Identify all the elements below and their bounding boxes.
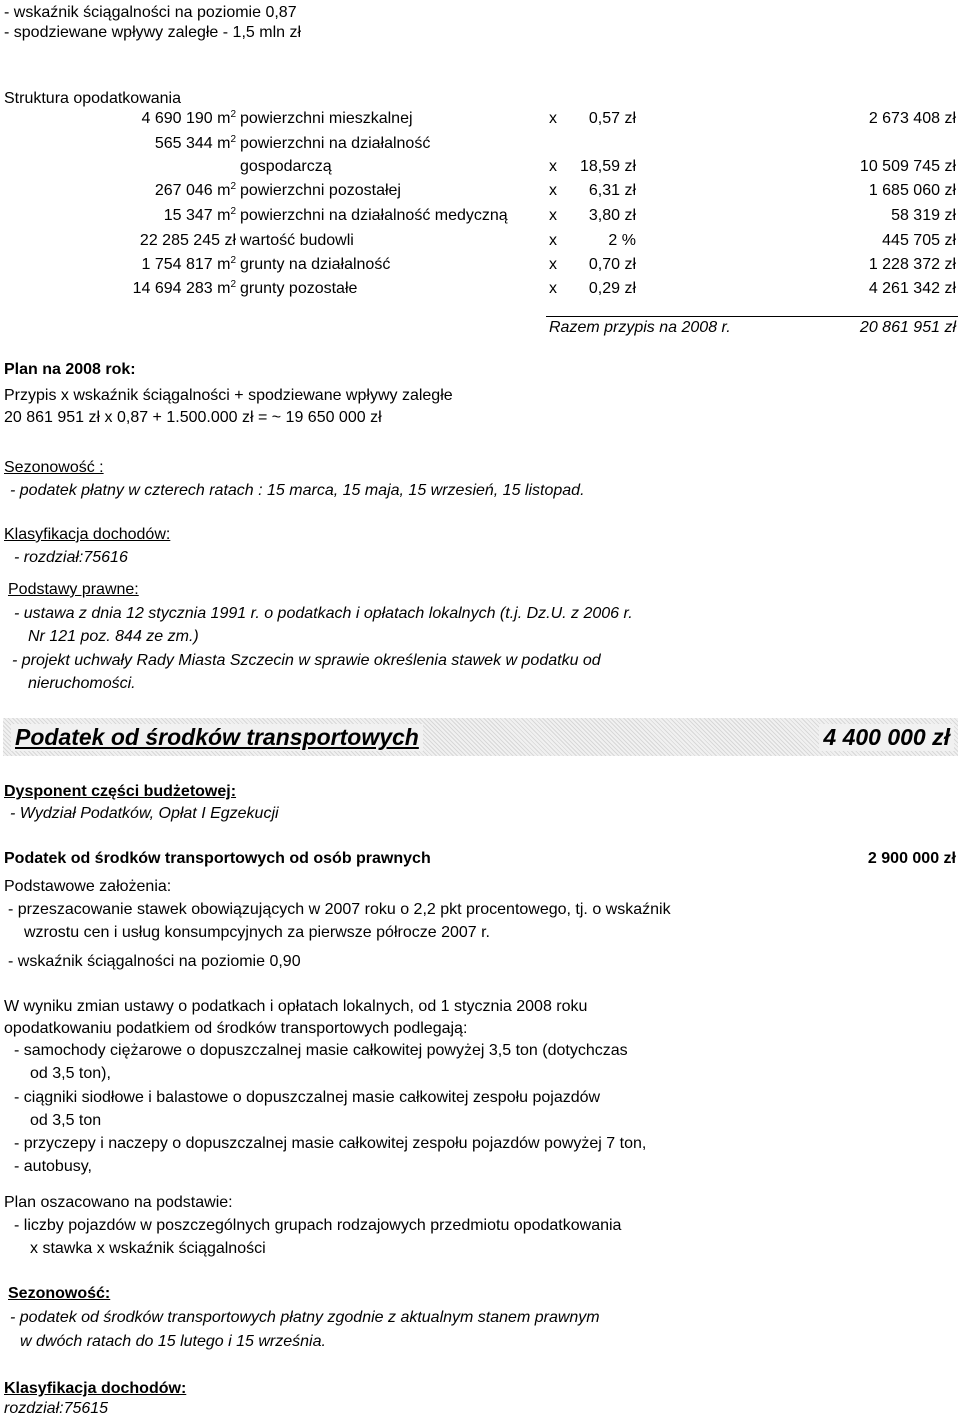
row-total: 4 261 342 zł — [868, 280, 956, 297]
row-quantity-value: 4 690 190 m — [141, 110, 231, 127]
banner-title: Podatek od środków transportowych — [11, 724, 423, 751]
row-quantity-superscript: 2 — [230, 134, 236, 145]
summary-rule — [546, 316, 958, 317]
row-description: powierzchni na działalność — [240, 135, 431, 152]
row-quantity-superscript: 2 — [230, 279, 236, 290]
row-quantity — [140, 232, 236, 250]
text-line: w dwóch ratach do 15 lutego i 15 września. — [20, 1333, 326, 1350]
text-line: - projekt uchwały Rady Miasta Szczecin w sprawie określenia stawek w podatku od — [12, 652, 601, 669]
text-line: - wskaźnik ściągalności na poziomie 0,87 — [4, 4, 297, 21]
row-quantity — [155, 135, 236, 153]
row-total: 445 705 zł — [882, 232, 956, 249]
section-banner — [3, 718, 958, 756]
row-description: grunty na działalność — [240, 256, 391, 273]
list-item: od 3,5 ton), — [30, 1065, 111, 1082]
summary-label: Razem przypis na 2008 r. — [549, 319, 731, 336]
text-line: - liczby pojazdów w poszczególnych grupach rodzajowych przedmiotu opodatkowania — [14, 1217, 622, 1234]
row-description: powierzchni pozostałej — [240, 182, 401, 199]
row-rate: 0,57 zł — [588, 110, 636, 127]
text-line: rozdział:75615 — [4, 1400, 109, 1417]
text-line: - Wydział Podatków, Opłat I Egzekucji — [10, 805, 279, 822]
row-description: powierzchni mieszkalnej — [240, 110, 413, 127]
row-total: 1 685 060 zł — [868, 182, 956, 199]
section-heading: Podstawowe założenia: — [4, 878, 172, 895]
text-line: x stawka x wskaźnik ściągalności — [30, 1240, 266, 1257]
text-line: - ustawa z dnia 12 stycznia 1991 r. o podatkach i opłatach lokalnych (t.j. Dz.U. z 2006 r. — [14, 605, 633, 622]
row-description: wartość budowli — [240, 232, 354, 249]
banner-amount: 4 400 000 zł — [819, 724, 954, 751]
row-rate: 6,31 zł — [588, 182, 636, 199]
row-multiplier: x — [549, 256, 557, 273]
text-line: Nr 121 poz. 844 ze zm.) — [28, 628, 199, 645]
section-heading: Sezonowość : — [4, 459, 104, 476]
row-quantity — [164, 207, 236, 225]
row-total: 1 228 372 zł — [868, 256, 956, 273]
plan-line: Przypis x wskaźnik ściągalności + spodziewane wpływy zaległe — [4, 387, 453, 404]
section-heading: Struktura opodatkowania — [4, 90, 181, 107]
text-line: - rozdział:75616 — [14, 549, 128, 566]
row-multiplier: x — [549, 182, 557, 199]
section-heading: Sezonowość: — [8, 1285, 111, 1302]
row-quantity-value: 15 347 m — [163, 207, 231, 224]
list-item: - ciągniki siodłowe i balastowe o dopuszczalnej masie całkowitej zespołu pojazdów — [14, 1089, 601, 1106]
row-description: gospodarczą — [240, 158, 332, 175]
row-multiplier: x — [549, 280, 557, 297]
row-rate: 0,29 zł — [588, 280, 636, 297]
row-multiplier: x — [549, 232, 557, 249]
section-heading: Klasyfikacja dochodów: — [4, 526, 171, 543]
plan-line: 20 861 951 zł x 0,87 + 1.500.000 zł = ~ 19 650 000 zł — [4, 409, 382, 426]
row-rate: 0,70 zł — [588, 256, 636, 273]
section-heading: Podstawy prawne: — [8, 581, 139, 598]
row-description: grunty pozostałe — [240, 280, 358, 297]
text-line: - wskaźnik ściągalności na poziomie 0,90 — [8, 953, 301, 970]
row-quantity — [141, 256, 236, 274]
row-quantity-value: 565 344 m — [154, 135, 231, 152]
text-line: - podatek płatny w czterech ratach : 15 marca, 15 maja, 15 wrzesień, 15 listopad. — [10, 482, 585, 499]
row-rate: 2 % — [608, 232, 636, 249]
section-heading: Podatek od środków transportowych od osób prawnych — [4, 850, 431, 867]
summary-total: 20 861 951 zł — [859, 319, 956, 336]
row-quantity-value: 267 046 m — [154, 182, 231, 199]
row-quantity — [141, 110, 236, 128]
row-quantity-superscript: 2 — [230, 181, 236, 192]
row-quantity-value: 1 754 817 m — [141, 256, 231, 273]
section-amount: 2 900 000 zł — [867, 850, 956, 867]
row-description: powierzchni na działalność medyczną — [240, 207, 508, 224]
text-line: opodatkowaniu podatkiem od środków transportowych podlegają: — [4, 1020, 468, 1037]
plan-heading: Plan na 2008 rok: — [4, 361, 136, 378]
text-line: nieruchomości. — [28, 675, 136, 692]
list-item: - samochody ciężarowe o dopuszczalnej masie całkowitej powyżej 3,5 ton (dotychczas — [14, 1042, 628, 1059]
row-multiplier: x — [549, 158, 557, 175]
section-heading: Dysponent części budżetowej: — [4, 783, 237, 800]
row-rate: 3,80 zł — [588, 207, 636, 224]
row-multiplier: x — [549, 110, 557, 127]
row-quantity-superscript: 2 — [230, 255, 236, 266]
section-heading: Klasyfikacja dochodów: — [4, 1380, 187, 1397]
row-multiplier: x — [549, 207, 557, 224]
row-total: 2 673 408 zł — [868, 110, 956, 127]
row-total: 10 509 745 zł — [859, 158, 956, 175]
row-quantity — [155, 182, 236, 200]
text-line: wzrostu cen i usług konsumpcyjnych za pierwsze półrocze 2007 r. — [24, 924, 490, 941]
row-quantity — [133, 280, 236, 298]
row-quantity-value: 22 285 245 zł — [139, 232, 236, 249]
section-heading: Plan oszacowano na podstawie: — [4, 1194, 233, 1211]
list-item: od 3,5 ton — [30, 1112, 102, 1129]
list-item: - autobusy, — [14, 1158, 92, 1175]
text-line: - spodziewane wpływy zaległe - 1,5 mln zł — [4, 24, 302, 41]
text-line: - podatek od środków transportowych płatny zgodnie z aktualnym stanem prawnym — [10, 1309, 600, 1326]
row-quantity-superscript: 2 — [230, 109, 236, 120]
text-line: - przeszacowanie stawek obowiązujących w 2007 roku o 2,2 pkt procentowego, tj. o wskaźnik — [8, 901, 671, 918]
text-line: W wyniku zmian ustawy o podatkach i opłatach lokalnych, od 1 stycznia 2008 roku — [4, 998, 588, 1015]
row-quantity-value: 14 694 283 m — [132, 280, 231, 297]
row-quantity-superscript: 2 — [230, 206, 236, 217]
row-rate: 18,59 zł — [579, 158, 636, 175]
list-item: - przyczepy i naczepy o dopuszczalnej masie całkowitej zespołu pojazdów powyżej 7 ton, — [14, 1135, 647, 1152]
row-total: 58 319 zł — [891, 207, 956, 224]
